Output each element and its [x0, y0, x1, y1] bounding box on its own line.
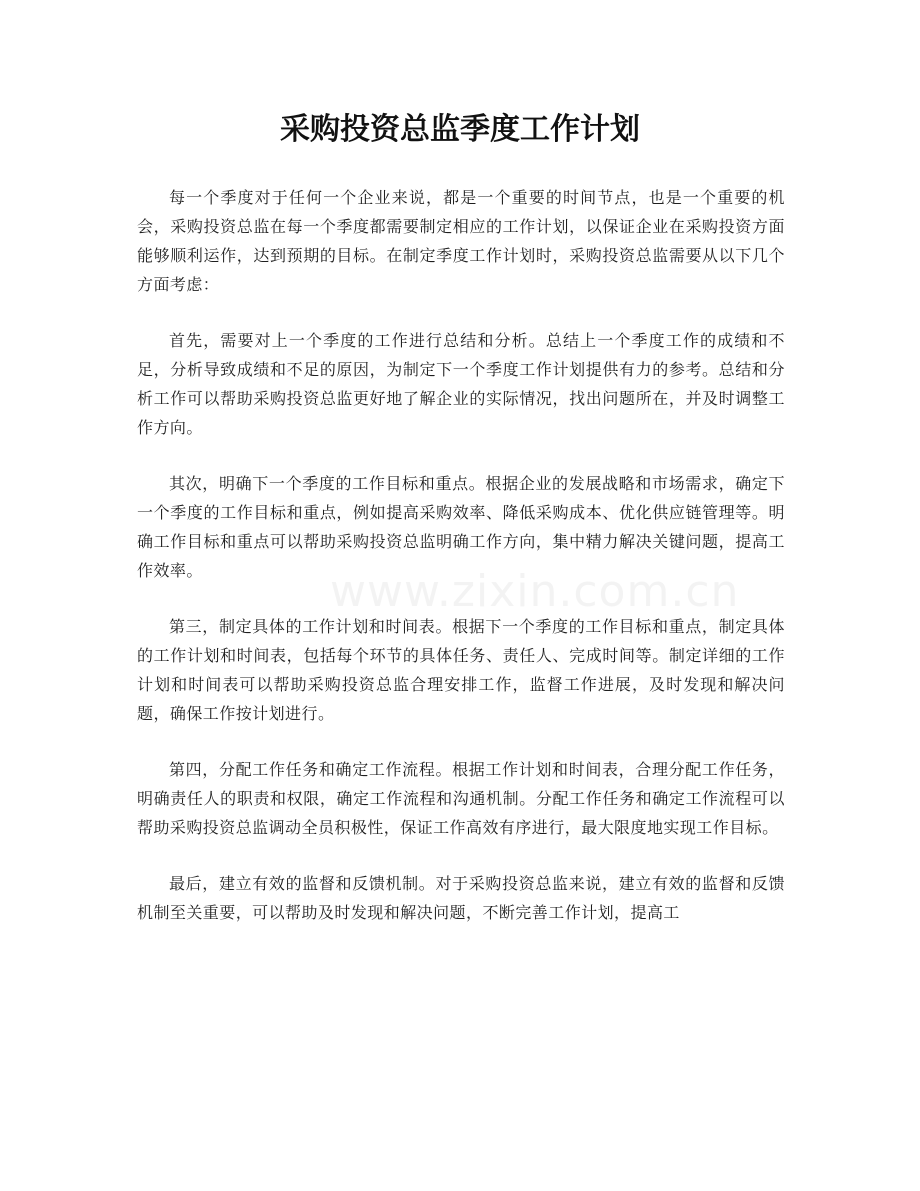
paragraph-last: 最后，建立有效的监督和反馈机制。对于采购投资总监来说，建立有效的监督和反馈机制至关重要，可以帮助及时发现和解决问题，不断完善工作计划，提高工 [137, 874, 785, 922]
watermark-text: www.zixin.com.cn [330, 566, 740, 617]
document-title: 采购投资总监季度工作计划 [280, 112, 640, 147]
paragraph-third: 第三，制定具体的工作计划和时间表。根据下一个季度的工作目标和重点，制定具体的工作计划和时间表，包括每个环节的具体任务、责任人、完成时间等。制定详细的工作计划和时间表可以帮助采购投资总监合理安排工作，监督工作进展，及时发现和解决问题，确保工作按计划进行。 [137, 617, 785, 723]
paragraph-second: 其次，明确下一个季度的工作目标和重点。根据企业的发展战略和市场需求，确定下一个季度的工作目标和重点，例如提高采购效率、降低采购成本、优化供应链管理等。明确工作目标和重点可以帮助采购投资总监明确工作方向，集中精力解决关键问题，提高工作效率。 [137, 474, 785, 580]
document-body [137, 183, 785, 954]
paragraph-first: 首先，需要对上一个季度的工作进行总结和分析。总结上一个季度工作的成绩和不足，分析导致成绩和不足的原因，为制定下一个季度工作计划提供有力的参考。总结和分析工作可以帮助采购投资总监更好地了解企业的实际情况，找出问题所在，并及时调整工作方向。 [137, 331, 785, 437]
paragraph-fourth: 第四，分配工作任务和确定工作流程。根据工作计划和时间表，合理分配工作任务，明确责任人的职责和权限，确定工作流程和沟通机制。分配工作任务和确定工作流程可以帮助采购投资总监调动全员积极性，保证工作高效有序进行，最大限度地实现工作目标。 [137, 760, 785, 837]
paragraph-intro: 每一个季度对于任何一个企业来说，都是一个重要的时间节点，也是一个重要的机会，采购投资总监在每一个季度都需要制定相应的工作计划，以保证企业在采购投资方面能够顺利运作，达到预期的目标。在制定季度工作计划时，采购投资总监需要从以下几个方面考虑： [137, 188, 785, 294]
